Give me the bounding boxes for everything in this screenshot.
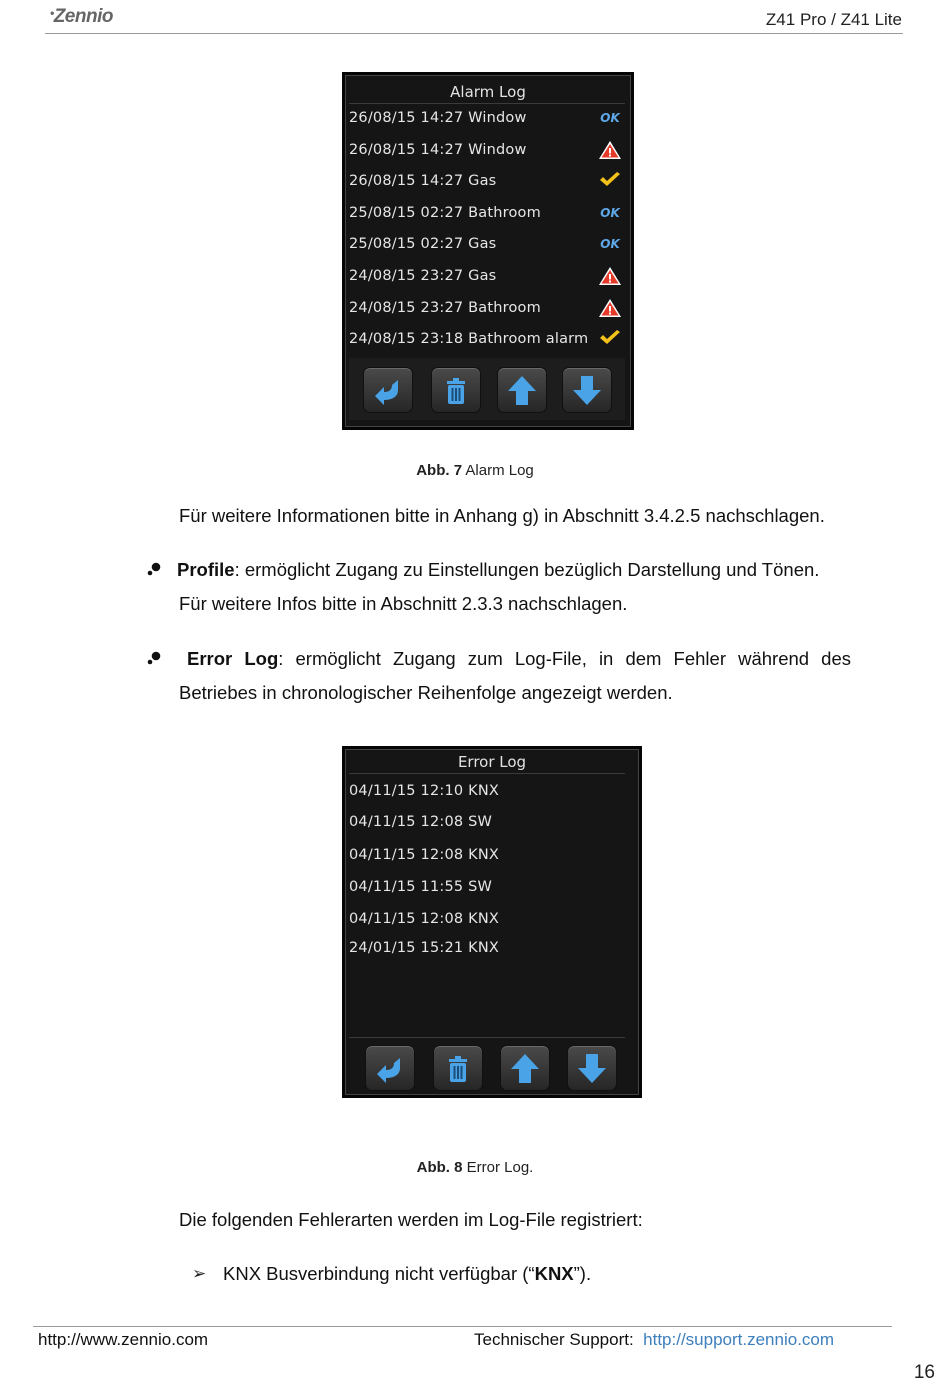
error-log-screen [342,746,642,1098]
error-log-entry[interactable]: 04/11/15 12:08 KNX [349,847,500,863]
footer-support: Technischer Support: http://support.zennio.com [474,1330,835,1349]
ok-icon: OK [600,205,620,220]
figure-caption-7: Abb. 7 Alarm Log [416,462,534,479]
list-item: KNX Busverbindung nicht verfügbar (“KNX”). [223,1263,592,1284]
arrow-up-icon [501,1046,549,1090]
back-button[interactable] [363,367,413,413]
figure-caption-8: Abb. 8 Error Log. [416,1159,534,1176]
title-separator [349,103,625,104]
alarm-log-entry[interactable]: 26/08/15 14:27 Window [349,141,527,158]
alarm-log-entry[interactable]: 26/08/15 14:27 Window [349,110,527,126]
error-log-entry[interactable]: 04/11/15 11:55 SW [349,879,493,895]
back-icon [364,368,412,412]
back-icon [366,1046,414,1090]
footer-divider [33,1326,892,1327]
trash-icon [434,1046,482,1090]
trash-icon [432,368,480,412]
header-divider [45,33,903,34]
title-separator [349,773,625,774]
error-log-entry[interactable]: 04/11/15 12:08 KNX [349,911,500,927]
errorlog-item: Error Log: ermöglicht Zugang zum Log-File, in dem Fehler während des [187,648,851,669]
errorlog-term: Error Log [187,648,279,669]
trash-button[interactable] [431,367,481,413]
checkmark-icon [597,171,623,191]
error-log-entry[interactable]: 24/01/15 15:21 KNX [349,940,500,956]
arrow-up-icon [498,368,546,412]
arrow-up-button[interactable] [497,367,547,413]
alarm-log-screen [342,72,634,430]
alarm-log-entry[interactable]: 24/08/15 23:27 Bathroom [349,299,541,316]
alarm-log-entry[interactable]: 25/08/15 02:27 Bathroom [349,204,541,221]
arrow-up-button[interactable] [500,1045,550,1091]
bullet-icon [147,651,161,665]
checkmark-icon [597,329,623,349]
alarm-log-entry[interactable]: 26/08/15 14:27 Gas [349,173,497,190]
paragraph-error-types: Die folgenden Fehlerarten werden im Log-File registriert: [179,1209,643,1230]
footer-support-link[interactable]: http://support.zennio.com [643,1330,835,1349]
bottom-separator [349,1037,625,1038]
arrow-down-icon [563,368,611,412]
alarm-log-entry[interactable]: 24/08/15 23:18 Bathroom alarm [349,331,589,348]
document-title: Z41 Pro / Z41 Lite [765,10,902,29]
arrow-down-button[interactable] [562,367,612,413]
alarm-log-title: Alarm Log [450,83,526,101]
errorlog-item-line2: Betriebes in chronologischer Reihenfolge angezeigt werden. [179,682,673,703]
warning-icon [597,298,623,318]
alarm-log-entry[interactable]: 25/08/15 02:27 Gas [349,236,497,253]
arrow-down-button[interactable] [567,1045,617,1091]
trash-button[interactable] [433,1045,483,1091]
warning-icon [597,140,623,160]
alarm-log-entry[interactable]: 24/08/15 23:27 Gas [349,268,497,284]
profile-item: Profile: ermöglicht Zugang zu Einstellungen bezüglich Darstellung und Tönen. [177,559,820,580]
paragraph-info: Für weitere Informationen bitte in Anhang g) in Abschnitt 3.4.2.5 nachschlagen. [179,505,825,526]
profile-item-line2: Für weitere Infos bitte in Abschnitt 2.3.3 nachschlagen. [179,593,628,614]
error-log-entry[interactable]: 04/11/15 12:08 SW [349,814,493,830]
back-button[interactable] [365,1045,415,1091]
warning-icon [597,266,623,286]
arrow-bullet-icon: ➢ [192,1264,207,1283]
bullet-icon [147,562,161,576]
arrow-down-icon [568,1046,616,1090]
error-log-title: Error Log [457,753,527,771]
profile-term: Profile [177,559,235,580]
page-number: 16 [913,1362,935,1383]
error-log-entry[interactable]: 04/11/15 12:10 KNX [349,783,500,799]
ok-icon: OK [600,237,620,252]
zennio-logo: •Zennio [50,6,113,27]
footer-website-link[interactable]: http://www.zennio.com [38,1330,209,1349]
ok-icon: OK [600,111,620,125]
